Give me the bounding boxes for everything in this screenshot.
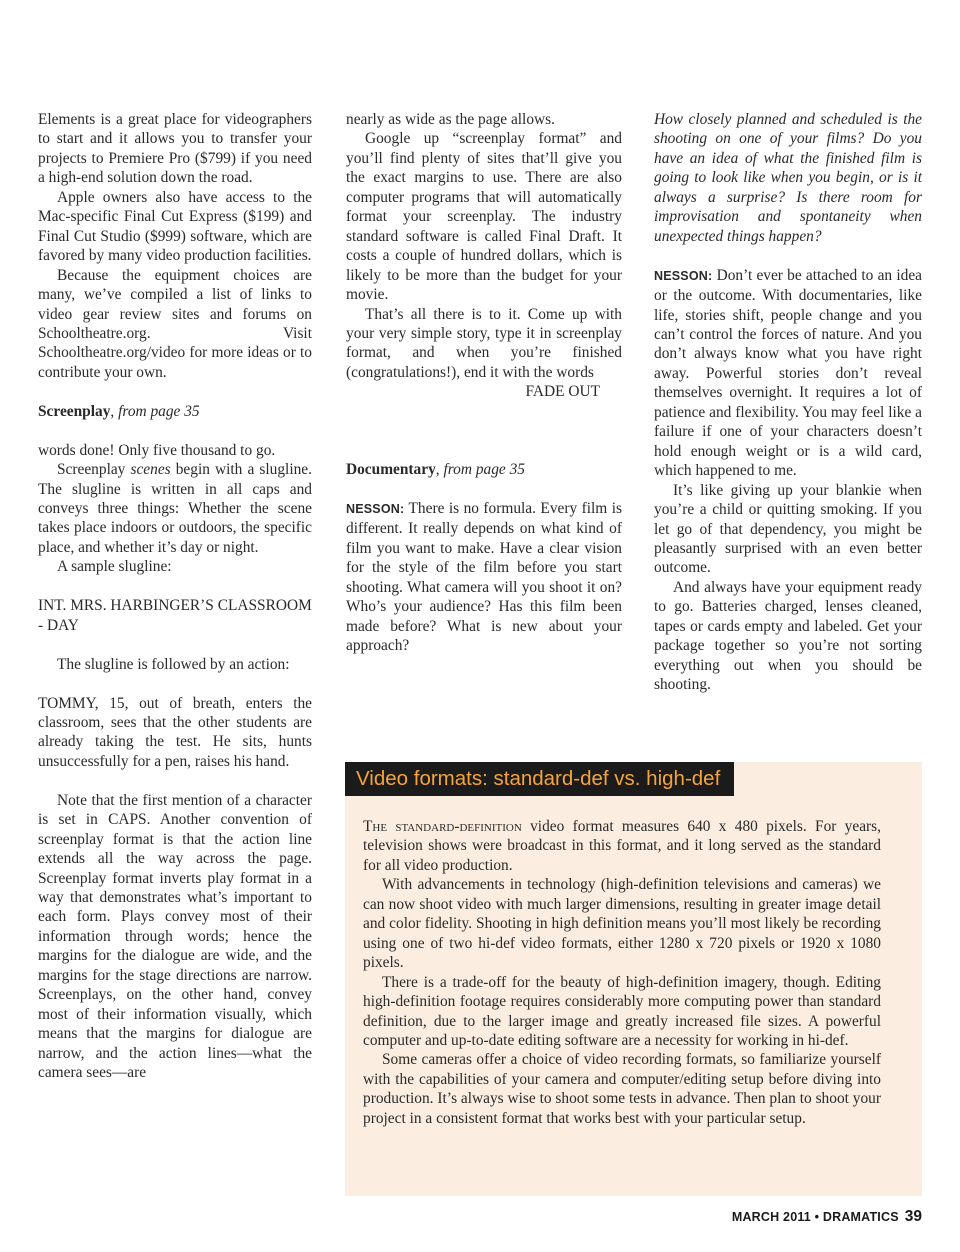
- documentary-heading-title: Documentary: [346, 461, 436, 479]
- sidebar-title: Video formats: standard-def vs. high-def: [345, 762, 734, 796]
- col2-paragraph-4: [346, 499, 622, 656]
- column-1: [38, 110, 312, 1083]
- sidebar-paragraph-1: [363, 817, 881, 875]
- col2-paragraph-2: Google up “screenplay format” and you’ll find plenty of sites that’ll give you the exact margins to use. There are also computer programs that will automatically format your screenplay. The industry standard software is called Final Draft. It costs a couple of hundred dollars, which is likely to be more than the budget for your movie.: [346, 130, 622, 304]
- col1-paragraph-5-post: begin with a slugline. The slugline is written in all caps and conveys three things: Whether the scene takes place indoors or outdoors, the specific place, and whether it’s day or night.: [38, 461, 312, 556]
- documentary-heading: [346, 460, 622, 479]
- screenplay-heading-title: Screenplay: [38, 402, 111, 420]
- screenplay-heading-separator: ,: [110, 402, 115, 420]
- col1-paragraph-2: Apple owners also have access to the Mac-specific Final Cut Express ($199) and Final Cut Studio ($999) software, which are favored by many video production facilities.: [38, 188, 312, 265]
- col1-paragraph-1: Elements is a great place for videographers to start and it allows you to transfer your projects to Premiere Pro ($799) if you need a high-end solution down the road.: [38, 111, 312, 187]
- sidebar-paragraph-1-text: video format measures 640 x 480 pixels. For years, television shows were broadcast in this format, and it long served as the standard for all video production.: [363, 818, 881, 874]
- col1-paragraph-4: words done! Only five thousand to go.: [38, 441, 276, 459]
- footer-issue: MARCH 2011 • DRAMATICS: [731, 1210, 899, 1224]
- col1-paragraph-6: A sample slugline:: [57, 558, 172, 576]
- sidebar-lead-in: The standard-definition: [363, 818, 522, 835]
- documentary-heading-separator: ,: [435, 461, 440, 479]
- slugline-example-line-1: INT. MRS. HARBINGER’S CLASSROOM: [38, 597, 312, 615]
- col2-paragraph-1: nearly as wide as the page allows.: [346, 111, 555, 128]
- col2-paragraph-3: That’s all there is to it. Come up with your very simple story, type it in screenplay format, and when you’re finished (congratulations!), end it with the words: [346, 305, 622, 381]
- col1-paragraph-5: [38, 460, 312, 557]
- screenplay-heading-source: from page 35: [118, 402, 200, 420]
- speaker-label: NESSON:: [654, 268, 713, 283]
- col3-paragraph-1-text: Don’t ever be attached to an idea or the outcome. With documentaries, like life, stories shift, people change and you can’t control the forces of nature. And you don’t always know what you have right away. Powerful stories don’t reveal themselves overnight. It requires a lot of patience and flexibility. You may feel like a failure if one of your characters doesn’t hold enough weight or is a wild card, which happened to me.: [654, 266, 922, 480]
- col1-paragraph-5-pre: Screenplay: [57, 461, 126, 479]
- col1-paragraph-8: Note that the first mention of a character is set in CAPS. Another convention of screenplay format is that the action line extends all the way across the page. Screenplay format inverts play format in a way that demonstrates what’s important to each form. Plays convey most of their information through words; hence the margins for the dialogue are wide, and the margins for the stage directions are narrow. Screenplays, on the other hand, convey most of their information visually, which means that the margins for dialogue are narrow, and the action lines—what the camera sees—are: [38, 791, 312, 1082]
- col3-paragraph-3: And always have your equipment ready to go. Batteries charged, lenses cleaned, tapes or cards empty and labeled. Get your package together so you’re not sorting everything out when you should be shooting.: [654, 578, 922, 694]
- video-formats-sidebar: [345, 762, 922, 1196]
- col2-paragraph-4-text: There is no formula. Every film is different. It really depends on what kind of film you want to make. Have a clear vision for the style of the film before you start shooting. What camera will you shoot it on? Who’s your audience? Has this film been made before? What is new about your approach?: [346, 500, 622, 655]
- interview-question: How closely planned and scheduled is the shooting on one of your films? Do you have an idea of what the finished film is going to look like when you begin, or is it always a surprise? Is there room for improvisation and spontaneity when unexpected things happen?: [654, 111, 922, 245]
- fade-out-text: FADE OUT: [525, 383, 600, 401]
- column-3: [654, 110, 922, 695]
- sidebar-paragraph-3: There is a trade-off for the beauty of high-definition imagery, though. Editing high-definition footage requires considerably more computing power than standard definition, due to the larger image and greatly increased file sizes. A powerful computer and up-to-date editing software are a necessity for working in hi-def.: [363, 973, 881, 1049]
- action-line-example: TOMMY, 15, out of breath, enters the classroom, sees that the other students are already taking the test. He sits, hunts unsuccessfully for a pen, raises his hand.: [38, 694, 312, 770]
- sidebar-body: [363, 817, 881, 1128]
- speaker-label: NESSON:: [346, 502, 405, 516]
- col1-paragraph-5-emphasis: scenes: [130, 461, 171, 479]
- screenplay-heading: [38, 402, 312, 421]
- col3-paragraph-2: It’s like giving up your blankie when you’re a child or quitting smoking. If you let go of that dependency, you might be pleasantly surprised with an even better outcome.: [654, 481, 922, 577]
- col1-paragraph-3: Because the equipment choices are many, we’ve compiled a list of links to video gear review sites and forums on Schooltheatre.org. Visit Schooltheatre.org/video for more ideas or to contribute your own.: [38, 266, 312, 381]
- page-footer: [732, 1208, 922, 1226]
- column-2: [346, 110, 622, 656]
- slugline-example-line-2: - DAY: [38, 616, 79, 634]
- sidebar-paragraph-4: Some cameras offer a choice of video recording formats, so familiarize yourself with the capabilities of your camera and computer/editing setup before diving into production. It’s always wise to shoot some tests in advance. Then plan to shoot your project in a consistent format that works best with your particular setup.: [363, 1051, 881, 1127]
- sidebar-paragraph-2: With advancements in technology (high-definition televisions and cameras) we can now shoot video with much larger dimensions, resulting in greater image detail and color fidelity. Shooting in high definition means you’ll most likely be recording using one of two hi-def video formats, either 1280 x 720 pixels or 1920 x 1080 pixels.: [363, 876, 881, 972]
- page-number: 39: [904, 1208, 922, 1225]
- documentary-heading-source: from page 35: [443, 461, 525, 479]
- col1-paragraph-7: The slugline is followed by an action:: [57, 655, 290, 673]
- col3-paragraph-1: [654, 266, 922, 481]
